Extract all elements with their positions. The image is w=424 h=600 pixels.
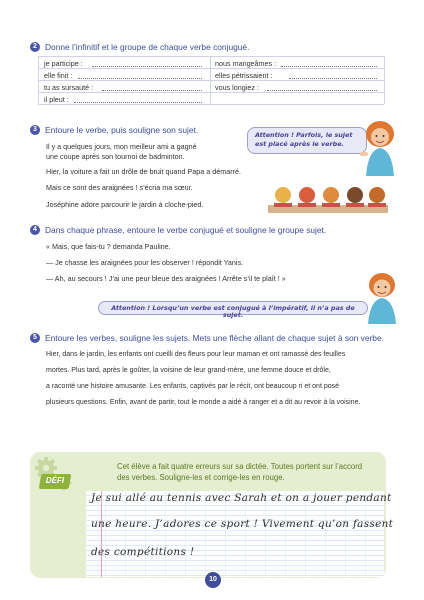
answer-line[interactable] bbox=[281, 66, 377, 67]
answer-line[interactable] bbox=[267, 90, 377, 91]
challenge-instruction: Cet élève a fait quatre erreurs sur sa dictée. Toutes portent sur l’accord bbox=[117, 462, 363, 471]
answer-line[interactable] bbox=[78, 78, 202, 79]
exercise-5-text-line[interactable]: mortes. Plus tard, après le goûter, la voisine de leur grand-mère, une femme douce et drôle, bbox=[46, 367, 331, 374]
exercise-5-text-line[interactable]: Hier, dans le jardin, les enfants ont cueilli des fleurs pour leur maman et ont ramassé des feuilles bbox=[46, 351, 346, 358]
challenge-badge-label: DÉFI bbox=[45, 476, 65, 485]
exercise-5-instruction: Entoure les verbes, souligne les sujets. Mets une flèche allant de chaque sujet à son verbe. bbox=[45, 333, 384, 343]
girl-illustration bbox=[362, 270, 402, 324]
exercise-4-sentence[interactable]: « Mais, que fais-tu ? demanda Pauline. bbox=[46, 242, 171, 251]
exercise-3-instruction: Entoure le verbe, puis souligne son sujet. bbox=[45, 125, 199, 135]
exercise-5-text-line[interactable]: a raconté une histoire amusante. Les enfants, captivés par le récit, ont beaucoup ri et ont posé bbox=[46, 383, 340, 390]
answer-line[interactable] bbox=[92, 66, 202, 67]
verb-row-label: nous mangeâmes : bbox=[215, 59, 277, 68]
exercise-3-sentence[interactable]: Joséphine adore parcourir le jardin à cloche-pied. bbox=[46, 200, 204, 209]
divider bbox=[38, 104, 384, 105]
exercise-5-text-line[interactable]: plusieurs questions. Enfin, avant de partir, tout le monde a aidé à ranger et a dit au revoir à la voisine. bbox=[46, 399, 361, 406]
verb-row-label: il pleut : bbox=[44, 95, 69, 104]
exercise-3-sentence[interactable]: une coupe après son tournoi de badminton. bbox=[46, 152, 185, 161]
exercise-3-number: 3 bbox=[30, 125, 40, 135]
verb-row-label: je participe : bbox=[44, 59, 83, 68]
exercise-3-sentence[interactable]: Mais ce sont des araignées ! s’écria ma sœur. bbox=[46, 183, 193, 192]
children-illustration bbox=[268, 183, 388, 213]
girl-illustration bbox=[360, 118, 400, 176]
verb-row-label: elle finit : bbox=[44, 71, 73, 80]
exercise-4-instruction: Dans chaque phrase, entoure le verbe conjugué et souligne le groupe sujet. bbox=[45, 225, 327, 235]
page-number: 10 bbox=[205, 572, 221, 588]
divider bbox=[38, 80, 384, 81]
tip-box bbox=[247, 127, 367, 154]
exercise-4-number: 4 bbox=[30, 225, 40, 235]
exercise-4-sentence[interactable]: — Je chasse les araignées pour les observer ! répondit Yanis. bbox=[46, 258, 244, 267]
tip-text: est placé après le verbe. bbox=[255, 140, 344, 148]
handwritten-line[interactable]: une heure. J’adores ce sport ! Vivement qu’on fassent bbox=[91, 518, 394, 530]
handwritten-line[interactable]: des compétitions ! bbox=[91, 546, 195, 558]
handwritten-line[interactable]: Je sui allé au tennis avec Sarah et on a jouer pendant bbox=[91, 492, 392, 504]
exercise-3-sentence[interactable]: Il y a quelques jours, mon meilleur ami a gagné bbox=[46, 142, 197, 151]
tip-text: Attention ! Lorsqu’un verbe est conjugué à l’impératif, il n’a pas de sujet. bbox=[111, 304, 355, 319]
answer-line[interactable] bbox=[102, 90, 202, 91]
exercise-3-sentence[interactable]: Hier, la voiture a fait un drôle de bruit quand Papa a démarré. bbox=[46, 167, 241, 176]
exercise-4-sentence[interactable]: — Ah, au secours ! J’ai une peur bleue des araignées ! Arrête s’il te plaît ! » bbox=[46, 274, 286, 283]
verb-row-label: tu as sursauté : bbox=[44, 83, 94, 92]
divider bbox=[38, 92, 384, 93]
divider bbox=[38, 56, 384, 57]
divider bbox=[384, 56, 385, 104]
tip-box bbox=[98, 301, 368, 319]
exercise-2-instruction: Donne l’infinitif et le groupe de chaque verbe conjugué. bbox=[45, 42, 250, 52]
answer-line[interactable] bbox=[74, 102, 202, 103]
exercise-5-number: 5 bbox=[30, 333, 40, 343]
answer-line[interactable] bbox=[289, 78, 377, 79]
divider bbox=[38, 68, 384, 69]
challenge-instruction: des verbes. Souligne-les et corrige-les en rouge. bbox=[117, 473, 285, 482]
divider bbox=[210, 56, 211, 104]
verb-row-label: vous longiez : bbox=[215, 83, 259, 92]
verb-row-label: elles pétrissaient : bbox=[215, 71, 273, 80]
tip-text: Attention ! Parfois, le sujet bbox=[255, 131, 353, 139]
divider bbox=[38, 56, 39, 104]
exercise-2-number: 2 bbox=[30, 42, 40, 52]
